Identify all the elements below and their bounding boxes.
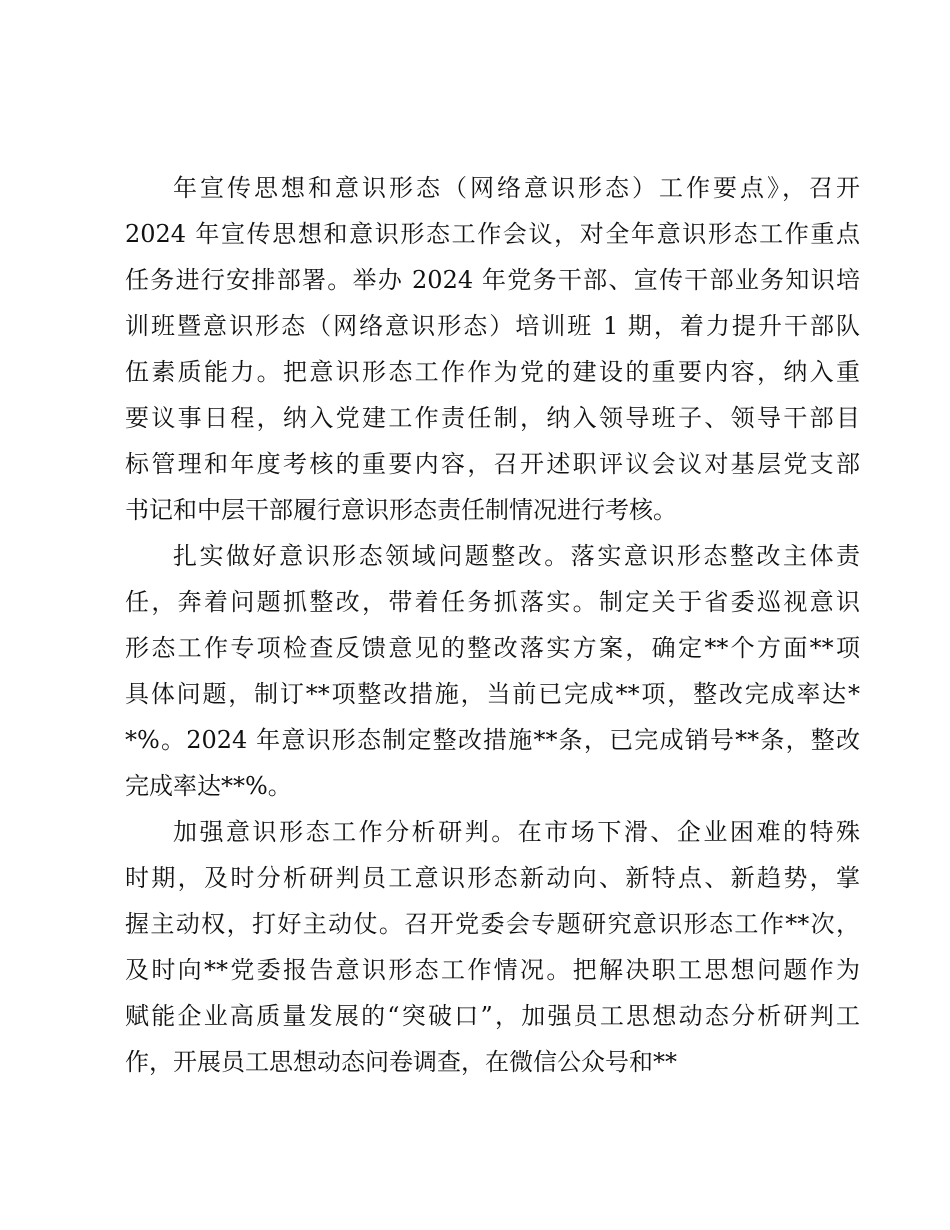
text-line: 形态工作专项检查反馈意见的整改落实方案，确定**个方面**项 <box>125 634 860 662</box>
text-line: 训班暨意识形态（网络意识形态）培训班 1 期，着力提升干部队 <box>125 312 860 340</box>
text-line: 具体问题，制订**项整改措施，当前已完成**项，整改完成率达* <box>125 680 860 708</box>
text-line: 赋能企业高质量发展的“突破口”，加强员工思想动态分析研判工 <box>125 1002 860 1030</box>
text-line: *%。2024 年意识形态制定整改措施**条，已完成销号**条，整改 <box>125 726 860 754</box>
text-line: 伍素质能力。把意识形态工作作为党的建设的重要内容，纳入重 <box>125 358 860 386</box>
text-line: 书记和中层干部履行意识形态责任制情况进行考核。 <box>125 496 677 524</box>
text-line: 完成率达**%。 <box>125 772 292 800</box>
paragraph-heading-line: 扎实做好意识形态领域问题整改。落实意识形态整改主体责 <box>173 542 860 570</box>
text-line: 任务进行安排部署。举办 2024 年党务干部、宣传干部业务知识培 <box>125 266 860 294</box>
text-line: 作，开展员工思想动态问卷调查，在微信公众号和** <box>125 1048 677 1076</box>
text-line: 年宣传思想和意识形态（网络意识形态）工作要点》，召开 <box>173 174 860 202</box>
text-line: 时期，及时分析研判员工意识形态新动向、新特点、新趋势，掌 <box>125 864 860 892</box>
text-line: 任，奔着问题抓整改，带着任务抓落实。制定关于省委巡视意识 <box>125 588 860 616</box>
text-line: 2024 年宣传思想和意识形态工作会议，对全年意识形态工作重点 <box>125 220 860 248</box>
text-line: 要议事日程，纳入党建工作责任制，纳入领导班子、领导干部目 <box>125 404 860 432</box>
text-line: 标管理和年度考核的重要内容，召开述职评议会议对基层党支部 <box>125 450 860 478</box>
text-line: 握主动权，打好主动仗。召开党委会专题研究意识形态工作**次， <box>125 910 860 938</box>
text-line: 及时向**党委报告意识形态工作情况。把解决职工思想问题作为 <box>125 956 860 984</box>
paragraph-heading-line: 加强意识形态工作分析研判。在市场下滑、企业困难的特殊 <box>173 818 860 846</box>
